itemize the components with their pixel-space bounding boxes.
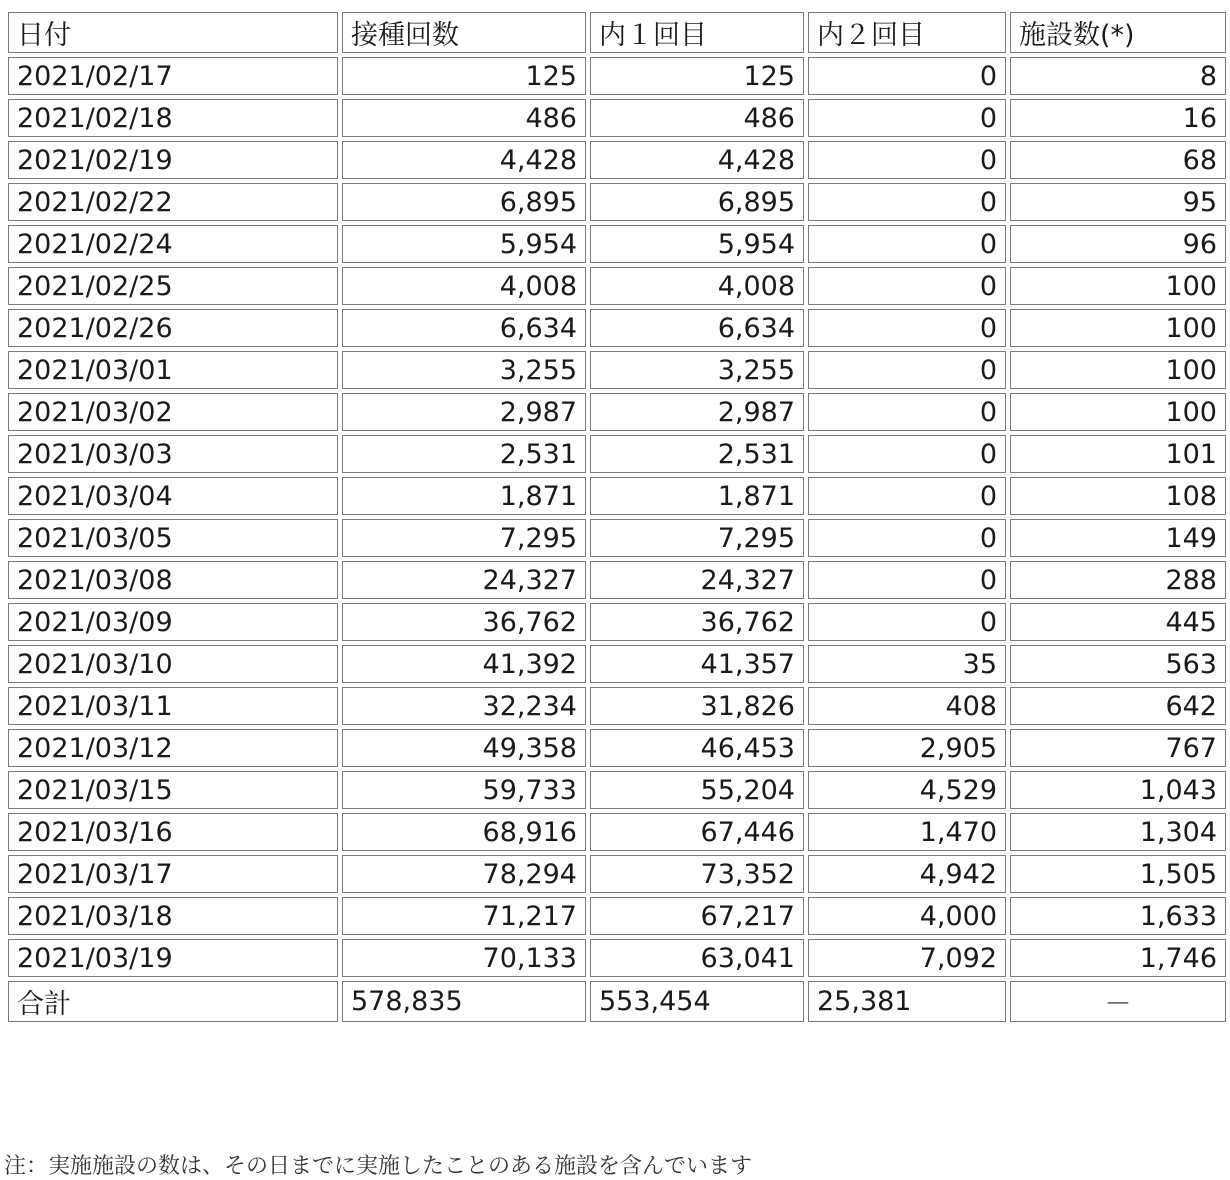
table-row [8, 477, 1226, 515]
table-row [8, 141, 1226, 179]
cell-second-dose: 0 [808, 519, 1006, 557]
cell-second-dose: 4,942 [808, 855, 1006, 893]
table-row [8, 267, 1226, 305]
cell-facilities: 1,633 [1010, 897, 1226, 935]
cell-total-doses: 125 [342, 57, 586, 95]
cell-facilities: 100 [1010, 393, 1226, 431]
total-date: 合計 [8, 981, 338, 1022]
cell-first-dose: 67,217 [590, 897, 804, 935]
header-facilities: 施設数(*) [1010, 12, 1226, 53]
cell-total-doses: 59,733 [342, 771, 586, 809]
cell-date: 2021/03/19 [8, 939, 338, 977]
cell-total-doses: 24,327 [342, 561, 586, 599]
cell-total-doses: 5,954 [342, 225, 586, 263]
cell-date: 2021/03/16 [8, 813, 338, 851]
cell-total-doses: 4,428 [342, 141, 586, 179]
cell-date: 2021/03/03 [8, 435, 338, 473]
cell-date: 2021/03/15 [8, 771, 338, 809]
cell-facilities: 1,505 [1010, 855, 1226, 893]
total-second-dose: 25,381 [808, 981, 1006, 1022]
cell-date: 2021/03/17 [8, 855, 338, 893]
cell-total-doses: 6,895 [342, 183, 586, 221]
cell-facilities: 100 [1010, 267, 1226, 305]
cell-first-dose: 2,531 [590, 435, 804, 473]
cell-total-doses: 41,392 [342, 645, 586, 683]
cell-total-doses: 2,531 [342, 435, 586, 473]
table-row [8, 435, 1226, 473]
cell-facilities: 1,043 [1010, 771, 1226, 809]
cell-facilities: 16 [1010, 99, 1226, 137]
cell-total-doses: 2,987 [342, 393, 586, 431]
cell-first-dose: 7,295 [590, 519, 804, 557]
cell-second-dose: 0 [808, 561, 1006, 599]
cell-facilities: 642 [1010, 687, 1226, 725]
cell-second-dose: 0 [808, 267, 1006, 305]
cell-total-doses: 36,762 [342, 603, 586, 641]
cell-total-doses: 6,634 [342, 309, 586, 347]
table-row [8, 855, 1226, 893]
footnote-text: 注：実施施設の数は、その日までに実施したことのある施設を含んでいます [4, 1154, 753, 1179]
cell-first-dose: 4,008 [590, 267, 804, 305]
cell-total-doses: 4,008 [342, 267, 586, 305]
cell-first-dose: 36,762 [590, 603, 804, 641]
cell-first-dose: 2,987 [590, 393, 804, 431]
cell-first-dose: 31,826 [590, 687, 804, 725]
cell-second-dose: 4,529 [808, 771, 1006, 809]
cell-date: 2021/02/17 [8, 57, 338, 95]
cell-second-dose: 0 [808, 57, 1006, 95]
cell-second-dose: 0 [808, 99, 1006, 137]
cell-date: 2021/03/12 [8, 729, 338, 767]
table-row [8, 561, 1226, 599]
cell-date: 2021/03/02 [8, 393, 338, 431]
cell-date: 2021/03/05 [8, 519, 338, 557]
cell-first-dose: 41,357 [590, 645, 804, 683]
vaccination-table [4, 8, 1230, 1026]
cell-first-dose: 67,446 [590, 813, 804, 851]
cell-first-dose: 3,255 [590, 351, 804, 389]
cell-facilities: 149 [1010, 519, 1226, 557]
cell-date: 2021/02/19 [8, 141, 338, 179]
cell-second-dose: 35 [808, 645, 1006, 683]
total-first-dose: 553,454 [590, 981, 804, 1022]
table-row [8, 309, 1226, 347]
cell-first-dose: 4,428 [590, 141, 804, 179]
cell-date: 2021/03/09 [8, 603, 338, 641]
cell-second-dose: 1,470 [808, 813, 1006, 851]
cell-first-dose: 5,954 [590, 225, 804, 263]
cell-facilities: 445 [1010, 603, 1226, 641]
cell-total-doses: 49,358 [342, 729, 586, 767]
cell-total-doses: 1,871 [342, 477, 586, 515]
total-row [8, 981, 1226, 1022]
cell-second-dose: 0 [808, 183, 1006, 221]
cell-facilities: 1,304 [1010, 813, 1226, 851]
cell-date: 2021/02/25 [8, 267, 338, 305]
cell-second-dose: 0 [808, 141, 1006, 179]
cell-second-dose: 0 [808, 477, 1006, 515]
cell-date: 2021/03/04 [8, 477, 338, 515]
cell-total-doses: 71,217 [342, 897, 586, 935]
table-row [8, 57, 1226, 95]
cell-first-dose: 46,453 [590, 729, 804, 767]
cell-facilities: 563 [1010, 645, 1226, 683]
header-second-dose: 内２回目 [808, 12, 1006, 53]
table-row [8, 771, 1226, 809]
cell-second-dose: 0 [808, 435, 1006, 473]
cell-total-doses: 78,294 [342, 855, 586, 893]
cell-second-dose: 0 [808, 309, 1006, 347]
cell-total-doses: 7,295 [342, 519, 586, 557]
cell-facilities: 100 [1010, 351, 1226, 389]
cell-date: 2021/02/26 [8, 309, 338, 347]
table-row [8, 645, 1226, 683]
cell-first-dose: 55,204 [590, 771, 804, 809]
cell-second-dose: 0 [808, 393, 1006, 431]
cell-facilities: 68 [1010, 141, 1226, 179]
cell-second-dose: 4,000 [808, 897, 1006, 935]
cell-date: 2021/02/22 [8, 183, 338, 221]
header-first-dose: 内１回目 [590, 12, 804, 53]
cell-facilities: 1,746 [1010, 939, 1226, 977]
total-facilities: － [1010, 981, 1226, 1022]
cell-facilities: 288 [1010, 561, 1226, 599]
cell-date: 2021/03/08 [8, 561, 338, 599]
cell-second-dose: 0 [808, 225, 1006, 263]
cell-date: 2021/03/01 [8, 351, 338, 389]
table-row [8, 183, 1226, 221]
cell-facilities: 95 [1010, 183, 1226, 221]
cell-facilities: 767 [1010, 729, 1226, 767]
cell-first-dose: 6,895 [590, 183, 804, 221]
cell-total-doses: 3,255 [342, 351, 586, 389]
table-row [8, 351, 1226, 389]
cell-second-dose: 0 [808, 351, 1006, 389]
cell-date: 2021/03/11 [8, 687, 338, 725]
header-date: 日付 [8, 12, 338, 53]
cell-total-doses: 486 [342, 99, 586, 137]
cell-second-dose: 408 [808, 687, 1006, 725]
total-total-doses: 578,835 [342, 981, 586, 1022]
cell-second-dose: 0 [808, 603, 1006, 641]
cell-facilities: 96 [1010, 225, 1226, 263]
cell-date: 2021/02/18 [8, 99, 338, 137]
cell-first-dose: 1,871 [590, 477, 804, 515]
cell-first-dose: 63,041 [590, 939, 804, 977]
table-row [8, 687, 1226, 725]
cell-second-dose: 2,905 [808, 729, 1006, 767]
cell-total-doses: 32,234 [342, 687, 586, 725]
cell-first-dose: 24,327 [590, 561, 804, 599]
cell-facilities: 100 [1010, 309, 1226, 347]
table-row [8, 939, 1226, 977]
cell-first-dose: 125 [590, 57, 804, 95]
cell-facilities: 8 [1010, 57, 1226, 95]
table-row [8, 225, 1226, 263]
table-row [8, 813, 1226, 851]
cell-first-dose: 73,352 [590, 855, 804, 893]
table-row [8, 603, 1226, 641]
header-total-doses: 接種回数 [342, 12, 586, 53]
header-row [8, 12, 1226, 53]
table-row [8, 729, 1226, 767]
table-row [8, 519, 1226, 557]
footnote [4, 1154, 1004, 1179]
cell-total-doses: 68,916 [342, 813, 586, 851]
table-row [8, 897, 1226, 935]
cell-first-dose: 6,634 [590, 309, 804, 347]
table-row [8, 99, 1226, 137]
cell-second-dose: 7,092 [808, 939, 1006, 977]
cell-facilities: 108 [1010, 477, 1226, 515]
cell-facilities: 101 [1010, 435, 1226, 473]
cell-date: 2021/03/18 [8, 897, 338, 935]
cell-date: 2021/02/24 [8, 225, 338, 263]
table-row [8, 393, 1226, 431]
cell-first-dose: 486 [590, 99, 804, 137]
cell-date: 2021/03/10 [8, 645, 338, 683]
cell-total-doses: 70,133 [342, 939, 586, 977]
